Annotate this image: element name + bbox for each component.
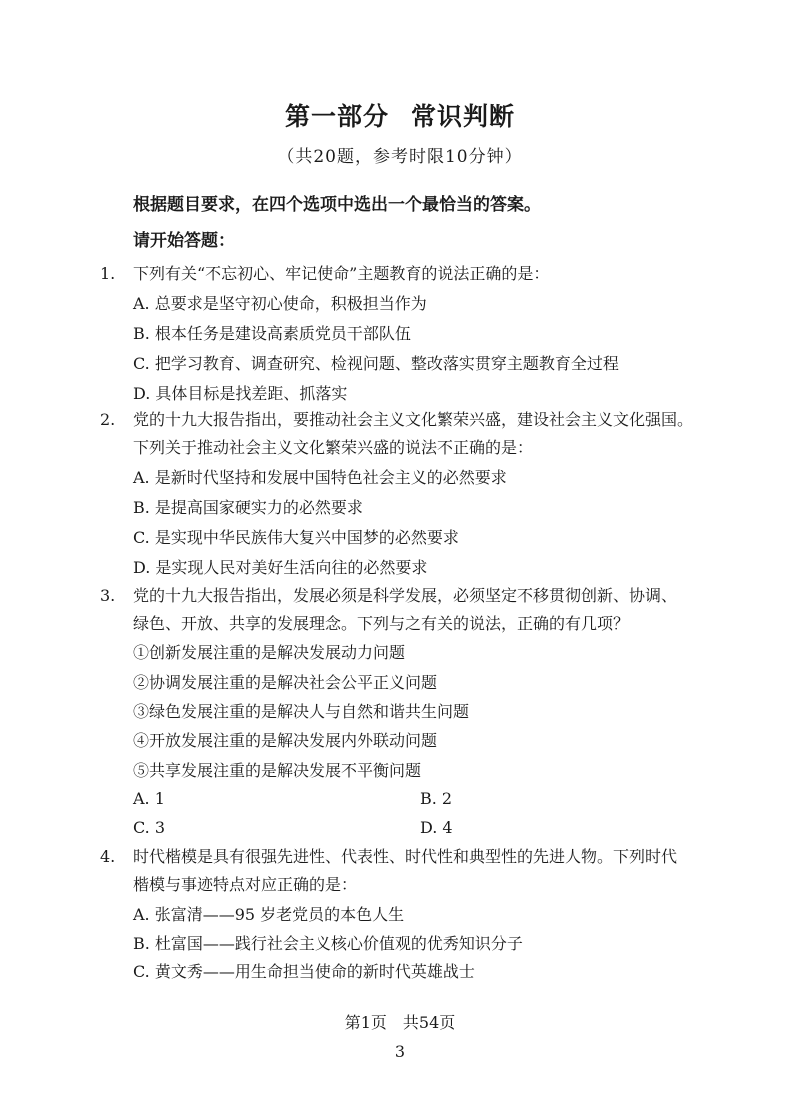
start-prompt: 请开始答题： [133,231,235,251]
question-2-stem-line-1: 党的十九大报告指出，要推动社会主义文化繁荣兴盛，建设社会主义文化强国。 [133,410,694,429]
question-4-stem-line-1: 时代楷模是具有很强先进性、代表性、时代性和典型性的先进人物。下列时代 [133,847,678,866]
question-2-option-d: D. 是实现人民对美好生活向往的必然要求 [133,558,428,577]
question-1-option-b: B. 根本任务是建设高素质党员干部队伍 [133,324,411,343]
page-title [0,101,800,133]
question-3-option-d: D. 4 [420,818,453,837]
question-3-statement-2: ②协调发展注重的是解决社会公平正义问题 [133,673,438,692]
page-footer: 第1页 共54页 [344,1013,456,1032]
question-1-option-d: D. 具体目标是找差距、抓落实 [133,384,348,403]
question-3-statement-4: ④开放发展注重的是解决发展内外联动问题 [133,731,438,750]
question-3-statement-5: ⑤共享发展注重的是解决发展不平衡问题 [133,761,422,780]
question-4-option-b: B. 杜富国——践行社会主义核心价值观的优秀知识分子 [133,934,523,953]
question-1-stem: 下列有关“不忘初心、牢记使命”主题教育的说法正确的是： [133,264,550,283]
section-label: 常识判断 [411,102,516,131]
question-3-option-c: C. 3 [133,818,166,837]
question-1-number: 1. [100,264,116,283]
question-3-option-a: A. 1 [133,789,165,808]
page-subtitle: （共20题，参考时限10分钟） [277,147,523,167]
question-3-statement-1: ①创新发展注重的是解决发展动力问题 [133,643,406,662]
question-4-number: 4. [100,847,116,866]
page-number: 3 [394,1042,406,1061]
question-2-option-c: C. 是实现中华民族伟大复兴中国梦的必然要求 [133,528,459,547]
question-3-statement-3: ③绿色发展注重的是解决人与自然和谐共生问题 [133,702,470,721]
question-2-stem-line-2: 下列关于推动社会主义文化繁荣兴盛的说法不正确的是： [133,438,534,457]
question-4-option-a: A. 张富清——95 岁老党员的本色人生 [133,905,405,924]
question-2-option-a: A. 是新时代坚持和发展中国特色社会主义的必然要求 [133,468,507,487]
question-2-option-b: B. 是提高国家硬实力的必然要求 [133,498,363,517]
question-1-option-c: C. 把学习教育、调查研究、检视问题、整改落实贯穿主题教育全过程 [133,354,619,373]
question-1-option-a: A. 总要求是坚守初心使命，积极担当作为 [133,294,427,313]
instruction-text: 根据题目要求，在四个选项中选出一个最恰当的答案。 [133,195,541,215]
question-2-number: 2. [100,410,116,429]
question-4-stem-line-2: 楷模与事迹特点对应正确的是： [133,875,358,894]
part-label: 第一部分 [284,102,389,131]
question-3-option-b: B. 2 [420,789,453,808]
question-3-stem-line-2: 绿色、开放、共享的发展理念。下列与之有关的说法，正确的有几项？ [133,614,630,633]
question-4-option-c: C. 黄文秀——用生命担当使命的新时代英雄战士 [133,962,475,981]
question-3-number: 3. [100,586,116,605]
question-3-stem-line-1: 党的十九大报告指出，发展必须是科学发展，必须坚定不移贯彻创新、协调、 [133,586,678,605]
